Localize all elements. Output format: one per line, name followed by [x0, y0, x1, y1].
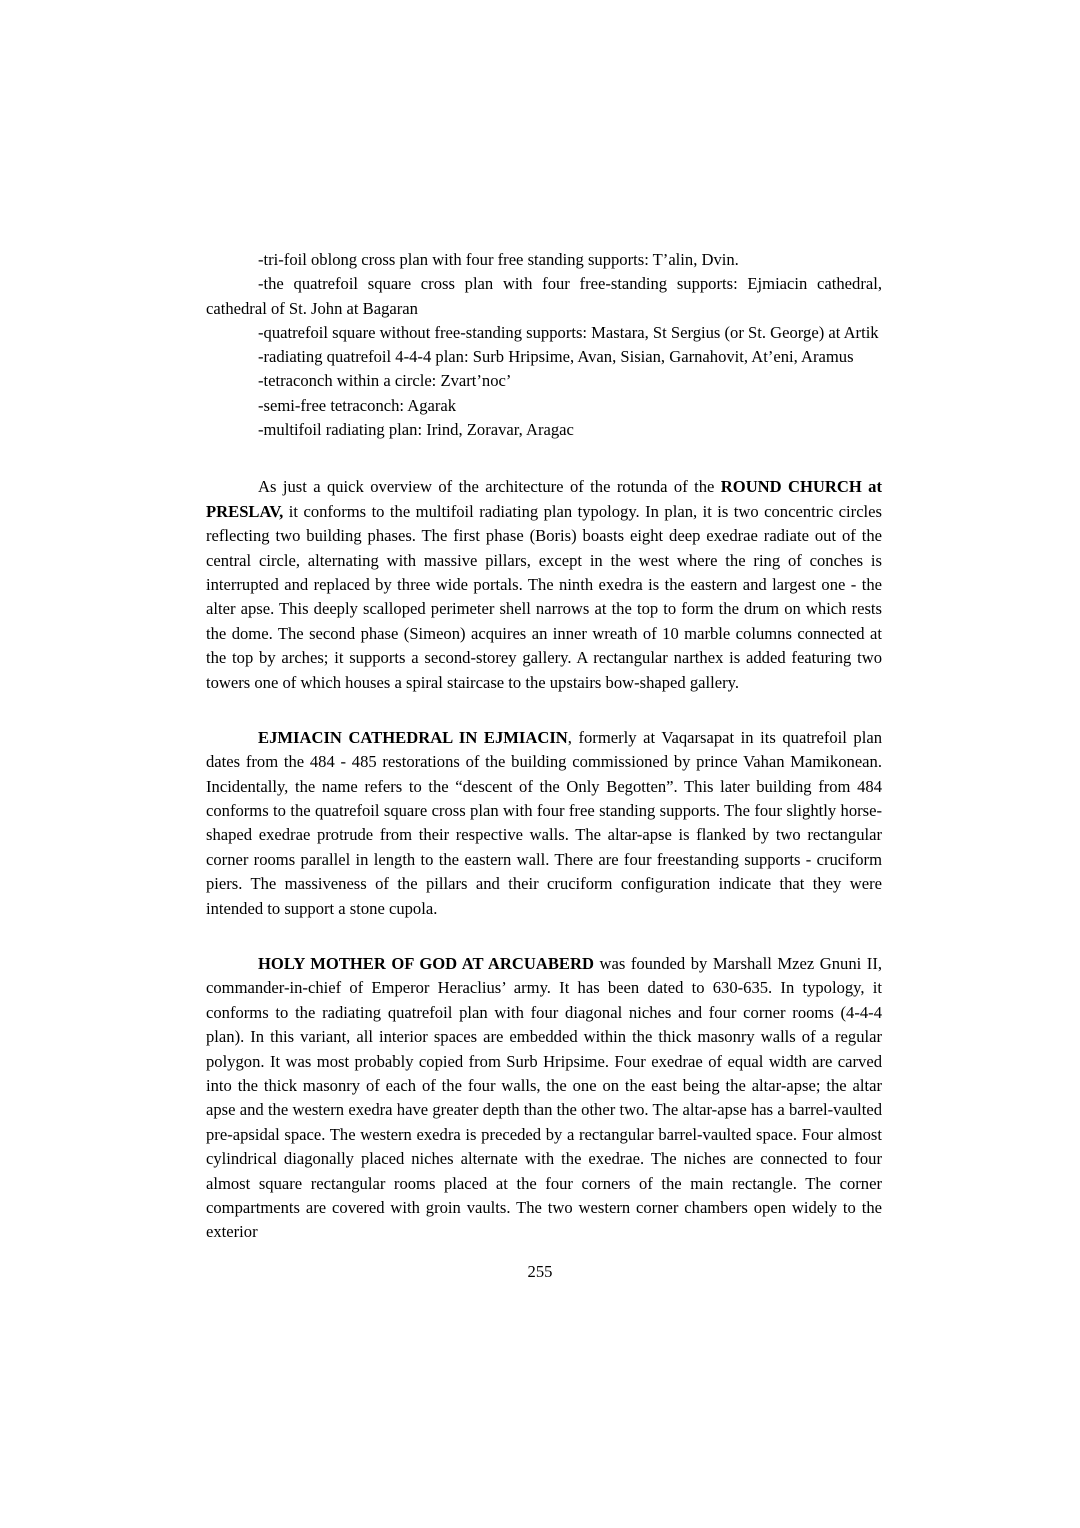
paragraph-body: was founded by Marshall Mzez Gnuni II, commander-in-chief of Emperor Heraclius’ army. It has been dated to 630-635. In typology, it conforms to the radiating quatrefoil plan with four diagonal niches and four corner rooms (4-4-4 plan). In this variant, all interior spaces are embedded within the thick masonry walls of a regular polygon. It was most probably copied from Surb Hripsime. Four exedrae of equal width are carved into the thick masonry of each of the four walls, the one on the east being the altar-apse; the altar apse and the western exedra have greater depth than the other two. The altar-apse has a barrel-vaulted pre-apsidal space. The western exedra is preceded by a rectangular barrel-vaulted space. Four almost cylindrical diagonally placed niches alternate with the exedrae. The niches are connected to four almost square rectangular rooms placed at the four corners of the main rectangle. The corner compartments are covered with groin vaults. The two western corner chambers open widely to the exterior [206, 954, 882, 1242]
page-number: 255 [527, 1262, 553, 1281]
list-item: -multifoil radiating plan: Irind, Zoravar, Aragac [258, 420, 574, 440]
paragraph-spacer [206, 442, 882, 475]
paragraph-ejmiacin-cathedral [206, 726, 882, 921]
page-body [206, 248, 882, 1245]
paragraph-heading: ROUND CHURCH at PRESLAV, [206, 477, 882, 521]
paragraph-body: , formerly at Vaqarsapat in its quatrefoil plan dates from the 484 - 485 restorations of the building commissioned by prince Vahan Mamikonean. Incidentally, the name refers to the “descent of the Only Begotten”. This later building from 484 conforms to the quatrefoil square cross plan with four free standing supports. The four slightly horse-shaped exedrae protrude from their respective walls. The altar-apse is flanked by two rectangular corner rooms parallel in length to the eastern wall. There are four freestanding supports - cruciform piers. The massiveness of the pillars and their cruciform configuration indicate that they were intended to support a stone cupola. [206, 727, 882, 918]
list-item: -radiating quatrefoil 4-4-4 plan: Surb Hripsime, Avan, Sisian, Garnahovit, At’eni, Aramus [258, 347, 854, 367]
typology-list [206, 248, 882, 442]
paragraph-body: it conforms to the multifoil radiating plan typology. In plan, it is two concentric circles reflecting two building phases. The first phase (Boris) boasts eight deep exedrae radiate out of the central circle, alternating with massive pillars, except in the west where the ring of conches is interrupted and replaced by three wide portals. The ninth exedra is the eastern and largest one - the alter apse. This deeply scalloped perimeter shell narrows at the top to form the drum on which rests the dome. The second phase (Simeon) acquires an inner wreath of 10 marble columns connected at the top by arches; it supports a second-storey gallery. A rectangular narthex is added featuring two towers one of which houses a spiral staircase to the upstairs bow-shaped gallery. [206, 501, 882, 692]
list-item: -quatrefoil square without free-standing supports: Mastara, St Sergius (or St. George) at Artik [258, 322, 879, 342]
list-item: -the quatrefoil square cross plan with four free-standing supports: Ejmiacin cathedral, cathedral of St. John at Bagaran [206, 274, 882, 318]
paragraph-holy-mother-of-god-arcuaberd [206, 952, 882, 1245]
list-item: -tri-foil oblong cross plan with four free standing supports: T’alin, Dvin. [258, 250, 739, 269]
list-item: -tetraconch within a circle: Zvart’noc’ [258, 371, 512, 391]
list-item: -semi-free tetraconch: Agarak [258, 395, 457, 415]
paragraph-heading: HOLY MOTHER OF GOD AT ARCUABERD [258, 954, 594, 974]
paragraph-round-church-preslav [206, 475, 882, 695]
paragraph-heading: EJMIACIN CATHEDRAL IN EJMIACIN [258, 727, 568, 747]
paragraph-spacer [206, 921, 882, 952]
paragraph-lead-in: As just a quick overview of the architecture of the rotunda of the [258, 477, 721, 497]
paragraph-spacer [206, 695, 882, 726]
